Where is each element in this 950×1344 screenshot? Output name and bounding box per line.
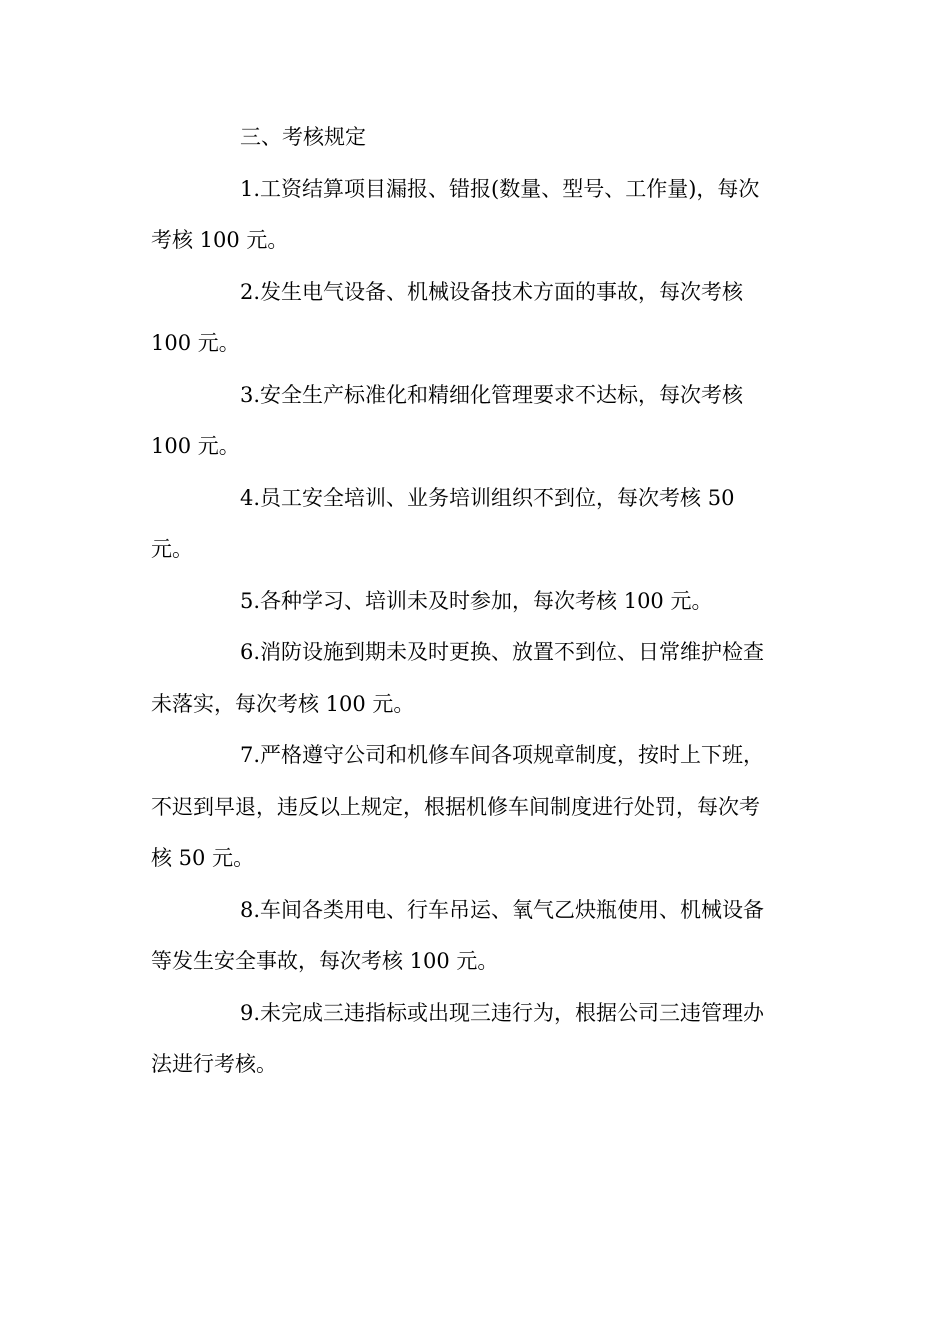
rule-item-9-line-1: 9.未完成三违指标或出现三违行为，根据公司三违管理办	[240, 1000, 765, 1025]
rule-item-4-line-2: 元。	[151, 537, 193, 561]
rule-item-4	[151, 473, 801, 576]
rule-item-1-line-1: 1.工资结算项目漏报、错报(数量、型号、工作量)，每次	[240, 176, 760, 201]
rule-item-9-line-2: 法进行考核。	[151, 1052, 277, 1076]
rule-item-1	[151, 164, 801, 267]
rule-item-3-line-2: 100 元。	[151, 434, 240, 458]
rule-item-9	[151, 988, 801, 1091]
rule-item-8	[151, 885, 801, 988]
rule-item-6	[151, 627, 801, 730]
rule-item-8-line-1: 8.车间各类用电、行车吊运、氧气乙炔瓶使用、机械设备	[240, 897, 765, 922]
heading-text: 三、考核规定	[240, 125, 366, 149]
rule-item-4-line-1: 4.员工安全培训、业务培训组织不到位，每次考核 50	[240, 485, 735, 510]
rule-item-7-line-3: 核 50 元。	[151, 846, 255, 870]
rule-item-3	[151, 370, 801, 473]
rule-item-1-line-2: 考核 100 元。	[151, 228, 289, 252]
rule-item-5-line-1: 5.各种学习、培训未及时参加，每次考核 100 元。	[240, 588, 713, 613]
rule-item-7-line-1: 7.严格遵守公司和机修车间各项规章制度，按时上下班，	[240, 743, 765, 767]
rule-item-7	[151, 730, 801, 885]
section-heading	[151, 112, 801, 164]
rule-item-7-line-2: 不迟到早退，违反以上规定，根据机修车间制度进行处罚，每次考	[151, 794, 760, 819]
rule-item-6-line-1: 6.消防设施到期未及时更换、放置不到位、日常维护检查	[240, 640, 765, 664]
rule-item-5	[151, 576, 801, 628]
rule-item-3-line-1: 3.安全生产标准化和精细化管理要求不达标，每次考核	[240, 382, 744, 407]
rule-item-8-line-2: 等发生安全事故，每次考核 100 元。	[151, 949, 499, 973]
rule-item-2	[151, 267, 801, 370]
rule-item-2-line-2: 100 元。	[151, 331, 240, 355]
document-body	[151, 112, 801, 1091]
rule-item-6-line-2: 未落实，每次考核 100 元。	[151, 691, 415, 716]
rule-item-2-line-1: 2.发生电气设备、机械设备技术方面的事故，每次考核	[240, 279, 744, 304]
